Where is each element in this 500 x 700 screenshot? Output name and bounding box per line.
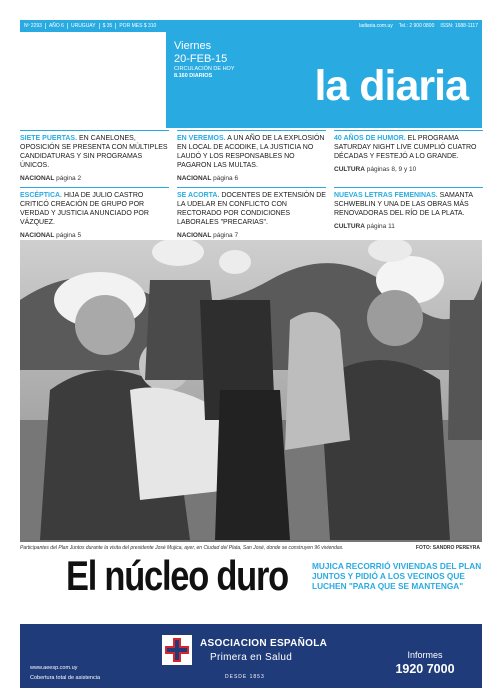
teaser-section: NACIONAL: [177, 231, 212, 239]
weekday: Viernes: [174, 40, 212, 52]
teaser[interactable]: [20, 187, 169, 240]
teaser-ref: [334, 166, 483, 174]
main-headline[interactable]: El núcleo duro: [66, 552, 288, 599]
teaser-ref: [177, 175, 326, 183]
teaser-kicker: EN VEREMOS.: [177, 135, 226, 142]
teaser-body: A UN AÑO DE LA EXPLOSIÓN EN LOCAL DE ACODIKE, LA JUSTICIA NO LAUDÓ Y LOS RESPONSABLES NO PAGARON LAS MULTAS.: [177, 135, 325, 169]
ad-organization: ASOCIACION ESPAÑOLA: [200, 638, 328, 649]
teaser-page: página 11: [366, 222, 395, 230]
person-edge: [448, 300, 482, 440]
teaser-page: página 7: [213, 231, 239, 239]
masthead-box: [166, 32, 482, 128]
website[interactable]: ladiaria.com.uy: [359, 23, 393, 29]
price: $ 35: [103, 23, 117, 29]
ad-website[interactable]: www.aeesp.com.uy: [30, 665, 78, 671]
child: [215, 390, 290, 540]
face-right: [367, 290, 423, 346]
phone: Tel.: 2 900 0800: [398, 23, 435, 29]
teaser-body: SAMANTA SCHWEBLIN Y UNA DE LAS OBRAS MÁS RENOVADORAS DEL RÍO DE LA PLATA.: [334, 192, 473, 218]
teaser-kicker: NUEVAS LETRAS FEMENINAS.: [334, 192, 438, 200]
monthly-price: POR MES $ 310: [119, 23, 157, 29]
info-bar: [20, 20, 482, 32]
teaser-section: NACIONAL: [20, 231, 55, 239]
teaser-page: página 5: [56, 231, 82, 239]
photo-illustration: [20, 240, 482, 542]
contact-meta: [359, 23, 478, 29]
advertisement[interactable]: [20, 624, 482, 688]
ad-coverage: Cobertura total de asistencia: [30, 675, 101, 681]
issue-number: Nº 2293: [24, 23, 46, 29]
teaser-page: página 6: [213, 174, 239, 182]
teaser-kicker: SE ACORTA.: [177, 192, 220, 200]
caption-text: Participantes del Plan Juntos durante la visita del presidente José Mujica, ayer, en Ciudad del Plata, San José, donde se construyen 96 viviendas.: [20, 545, 344, 551]
date: 20-FEB-15: [174, 52, 228, 65]
teaser-rule: [177, 187, 326, 188]
ad-since: DESDE 1853: [225, 674, 265, 680]
country: URUGUAY: [71, 23, 100, 29]
photo-caption: [20, 545, 482, 551]
teaser-body: DOCENTES DE EXTENSIÓN DE LA UDELAR EN CONFLICTO CON RECTORADO POR CONDICIONES LABORALES "PRECARIAS".: [177, 192, 326, 226]
teaser[interactable]: [177, 130, 326, 183]
teaser-rule: [334, 187, 483, 188]
teaser[interactable]: [334, 130, 483, 183]
teaser-rule: [20, 130, 169, 131]
issn: ISSN: 1688-1117: [440, 23, 478, 29]
teaser-ref: [20, 175, 169, 183]
teaser-rule: [177, 130, 326, 131]
teaser-section: CULTURA: [334, 222, 365, 230]
circulation-label: CIRCULACIÓN DE HOY: [174, 66, 235, 73]
issue-year: AÑO 6: [49, 23, 68, 29]
edition-date: [174, 40, 235, 79]
teaser[interactable]: [20, 130, 169, 183]
ad-slogan: Primera en Salud: [210, 652, 293, 663]
ad-phone[interactable]: 1920 7000: [395, 662, 455, 676]
photo-credit: FOTO: SANDRO PEREYRA: [415, 545, 480, 551]
hardhat-reporter: [219, 250, 251, 274]
masthead: [20, 32, 482, 128]
issue-meta: [24, 23, 159, 29]
teaser-section: NACIONAL: [20, 174, 55, 182]
teaser[interactable]: [177, 187, 326, 240]
teaser-grid: [20, 130, 482, 240]
teaser-body: EN CANELONES, OPOSICIÓN SE PRESENTA CON MÚLTIPLES CANDIDATURAS Y SIN PROGRAMAS ÚNICOS.: [20, 135, 168, 169]
teaser-ref: [334, 223, 483, 231]
teaser-kicker: 40 AÑOS DE HUMOR.: [334, 135, 406, 142]
red-cross-logo-icon: [162, 635, 192, 665]
teaser-rule: [334, 130, 483, 131]
teaser-page: página 2: [56, 174, 82, 182]
teaser-body: EL PROGRAMA SATURDAY NIGHT LIVE CUMPLIÓ CUATRO DÉCADAS Y FESTEJÓ A LO GRANDE.: [334, 135, 477, 160]
circulation-count: 8.160 DIARIOS: [174, 72, 213, 79]
teaser-kicker: ESCÉPTICA.: [20, 192, 63, 200]
teaser-ref: [177, 232, 326, 240]
teaser-body: HIJA DE JULIO CASTRO CRITICÓ CREACIÓN DE GRUPO POR VERDAD Y JUSTICIA ANUNCIADO POR VÁZQUEZ.: [20, 192, 149, 226]
teaser-page: páginas 8, 9 y 10: [366, 165, 417, 173]
teaser[interactable]: [334, 187, 483, 240]
teaser-rule: [20, 187, 169, 188]
newspaper-logo: la diaria: [314, 62, 468, 110]
face-left: [75, 295, 135, 355]
teaser-kicker: SIETE PUERTAS.: [20, 135, 78, 142]
headline-deck: MUJICA RECORRIÓ VIVIENDAS DEL PLAN JUNTOS Y PIDIÓ A LOS VECINOS QUE LUCHEN "PARA QUE SE MANTENGA": [312, 561, 482, 592]
ad-info-label: Informes: [407, 650, 443, 660]
teaser-ref: [20, 232, 169, 240]
teaser-section: NACIONAL: [177, 174, 212, 182]
lead-photo: [20, 240, 482, 542]
teaser-section: CULTURA: [334, 165, 365, 173]
newspaper-front-page: [20, 20, 482, 688]
